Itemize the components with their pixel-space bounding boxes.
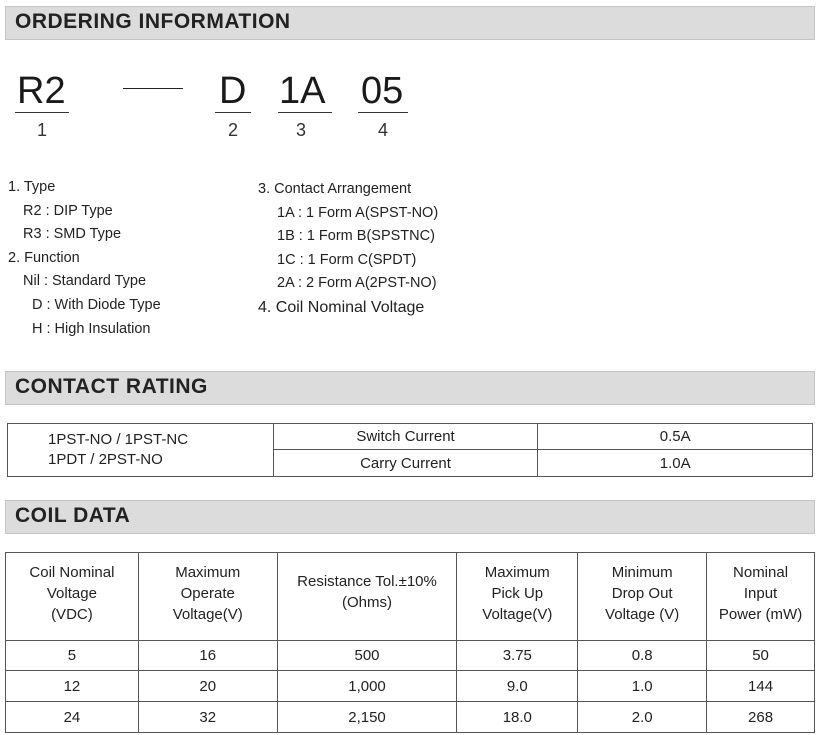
header-line: Voltage (V)	[605, 606, 680, 623]
ordering-legend-right	[258, 178, 438, 320]
table-cell: 0.8	[578, 641, 707, 671]
table-row	[6, 671, 815, 702]
legend-item: D : With Diode Type	[32, 296, 161, 313]
header-line: Voltage	[46, 585, 97, 602]
rating-label: Carry Current	[273, 450, 538, 477]
header-line: Nominal	[733, 564, 789, 581]
header-line: Operate	[180, 585, 235, 602]
legend-item: 2A : 2 Form A(2PST-NO)	[277, 275, 437, 292]
rating-value: 0.5A	[538, 424, 813, 450]
legend-item: 1A : 1 Form A(SPST-NO)	[277, 204, 439, 221]
table-cell: 2.0	[578, 702, 707, 733]
table-cell: 5	[6, 641, 139, 671]
header-line: Maximum	[175, 564, 241, 581]
section-header-coil-data	[5, 500, 815, 534]
code-type: R2	[17, 70, 66, 112]
legend-item: 2. Function	[8, 249, 80, 266]
table-row	[8, 424, 813, 450]
table-cell: 9.0	[457, 671, 578, 702]
contact-type-cell	[8, 424, 274, 477]
contact-type-line: 1PST-NO / 1PST-NC	[48, 431, 189, 448]
column-header	[6, 553, 139, 641]
code-underline	[358, 112, 408, 113]
code-underline	[278, 112, 332, 113]
code-index: 3	[296, 120, 307, 140]
table-cell: 268	[707, 702, 815, 733]
column-header	[578, 553, 707, 641]
table-cell: 50	[707, 641, 815, 671]
header-line: Coil Nominal	[29, 564, 115, 581]
code-dash	[123, 88, 183, 89]
header-line: (VDC)	[51, 606, 93, 623]
table-cell: 20	[138, 671, 277, 702]
table-cell: 500	[277, 641, 457, 671]
code-underline	[215, 112, 251, 113]
header-line: Maximum	[484, 564, 550, 581]
code-function: D	[219, 70, 247, 112]
column-header	[138, 553, 277, 641]
table-row	[6, 641, 815, 671]
column-header	[457, 553, 578, 641]
legend-item: H : High Insulation	[32, 320, 151, 337]
legend-item: 4. Coil Nominal Voltage	[258, 298, 425, 316]
rating-value: 1.0A	[538, 450, 813, 477]
code-index: 4	[378, 120, 389, 140]
legend-item: Nil : Standard Type	[23, 273, 147, 290]
legend-item: 1. Type	[8, 179, 56, 195]
code-index: 2	[228, 120, 239, 140]
code-index: 1	[37, 120, 48, 140]
contact-rating-table	[7, 423, 813, 477]
rating-label: Switch Current	[273, 424, 538, 450]
section-title: ORDERING INFORMATION	[15, 10, 291, 33]
header-line: Minimum	[611, 564, 673, 581]
section-header-contact-rating	[5, 371, 815, 405]
header-line: (Ohms)	[342, 594, 392, 611]
header-line: Voltage(V)	[172, 606, 243, 623]
header-line: Input	[743, 585, 778, 602]
section-header-ordering	[5, 6, 815, 40]
legend-item: 3. Contact Arrangement	[258, 181, 412, 197]
legend-item: R3 : SMD Type	[23, 226, 122, 243]
section-title: COIL DATA	[15, 504, 131, 527]
header-line: Resistance Tol.±10%	[297, 573, 437, 590]
table-row	[6, 702, 815, 733]
legend-item: 1C : 1 Form C(SPDT)	[277, 251, 417, 268]
table-cell: 16	[138, 641, 277, 671]
header-line: Pick Up	[491, 585, 544, 602]
section-title: CONTACT RATING	[15, 375, 208, 398]
table-header-row	[6, 553, 815, 641]
table-cell: 18.0	[457, 702, 578, 733]
code-contact: 1A	[279, 70, 326, 112]
legend-item: 1B : 1 Form B(SPSTNC)	[277, 228, 435, 245]
header-line: Voltage(V)	[482, 606, 553, 623]
table-cell: 12	[6, 671, 139, 702]
coil-data-table	[5, 552, 815, 733]
code-voltage: 05	[361, 70, 404, 112]
table-cell: 32	[138, 702, 277, 733]
contact-type-line: 1PDT / 2PST-NO	[48, 451, 163, 468]
table-cell: 144	[707, 671, 815, 702]
table-cell: 24	[6, 702, 139, 733]
table-cell: 1,000	[277, 671, 457, 702]
table-cell: 3.75	[457, 641, 578, 671]
code-underline	[15, 112, 69, 113]
header-line: Drop Out	[611, 585, 673, 602]
column-header	[277, 553, 457, 641]
table-cell: 2,150	[277, 702, 457, 733]
header-line: Power (mW)	[718, 606, 803, 623]
column-header	[707, 553, 815, 641]
table-cell: 1.0	[578, 671, 707, 702]
ordering-legend-left	[8, 176, 161, 341]
legend-item: R2 : DIP Type	[23, 202, 113, 219]
